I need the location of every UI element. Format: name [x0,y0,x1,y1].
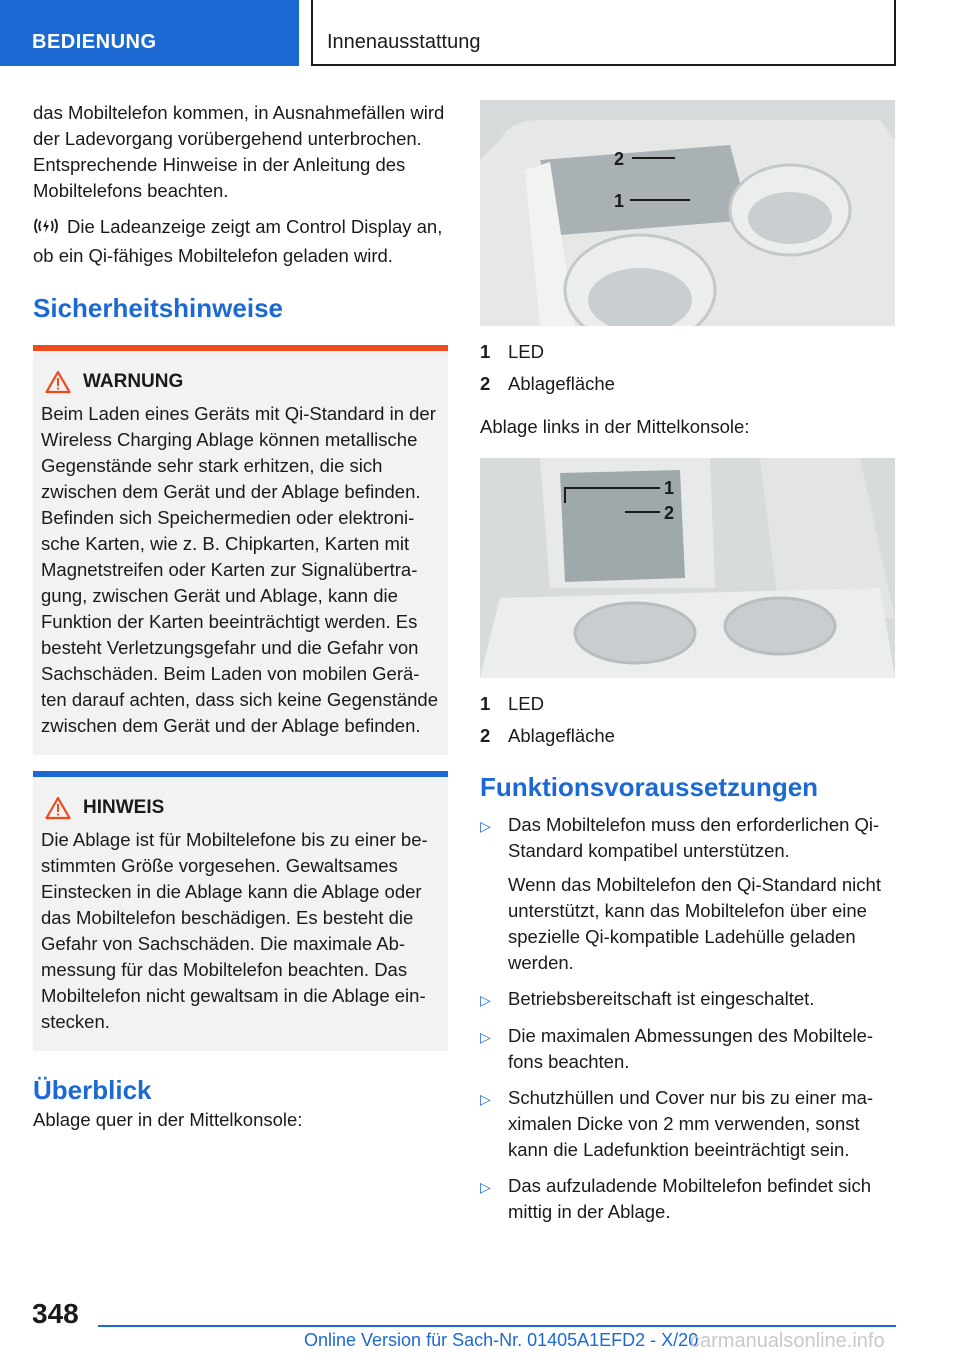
legend-1 [480,336,900,400]
photo1-callout-2: 2 [614,149,625,169]
triangle-bullet-icon: ▷ [480,1091,491,1107]
charging-signal-icon [33,216,59,243]
list-item: ▷ Das Mobiltelefon muss den erforderlichen Qi-Standard kompatibel unterstützen. [480,812,900,864]
warning-triangle-icon [45,796,71,820]
photo2-callout-1: 1 [664,478,675,498]
footer-rule [98,1325,896,1327]
triangle-bullet-icon: ▷ [480,1029,491,1045]
requirements-list [480,812,900,1225]
warning-box [33,345,448,755]
legend-item: 1 LED [480,693,544,714]
triangle-bullet-icon: ▷ [480,1179,491,1195]
console-photo-transverse [480,100,895,326]
page-title: Innenausstattung [311,0,896,66]
warning-text: Beim Laden eines Geräts mit Qi-Standard in der Wireless Charging Ablage können metallische Gegenstände sehr stark erhitzen, die sich zwischen dem Gerät und der Ablage befinden. Befinden sich Speichermedien oder elektronische Karten, wie z. B. Chipkarten, Karten mit Magnetstreifen oder Karten zur Signalübertragung, zwischen Gerät und Ablage, kann die Funktion der Karten beeinträchtigt werden. Es besteht Verletzungsgefahr und die Gefahr von Sachschäden. Beim Laden von mobilen Geräten darauf achten, dass sich keine Gegenstände zwischen dem Gerät und der Ablage befinden. [41,403,438,736]
list-item-subtext: Wenn das Mobiltelefon den Qi-Standard nicht unterstützt, kann das Mobiltelefon über eine spezielle Qi-kompatible Ladehülle geladen werden. [508,874,881,973]
display-note: Die Ladeanzeige zeigt am Control Display an, ob ein Qi-fähiges Mobiltelefon geladen wird. [33,216,443,266]
overview-text: Ablage quer in der Mittelkonsole: [33,1109,303,1130]
list-item: ▷ Schutzhüllen und Cover nur bis zu einer maximalen Dicke von 2 mm verwenden, sonst kann die Ladefunktion beeinträchtigt sein. [480,1085,900,1163]
requirements-heading: Funktionsvoraussetzungen [480,772,819,802]
safety-heading: Sicherheitshinweise [33,293,283,323]
warning-triangle-icon [45,370,71,394]
legend-item: 2 Ablagefläche [480,373,615,394]
warning-title: WARNUNG [45,369,438,395]
console-photo-left [480,458,895,678]
left-column [33,100,448,1133]
notice-box [33,771,448,1051]
notice-text: Die Ablage ist für Mobiltelefone bis zu einer bestimmten Größe vorgesehen. Gewaltsames Einstecken in die Ablage kann die Ablage oder das Mobiltelefon beschädigen. Es besteht die Gefahr von Sachschäden. Die maximale Abmessung für das Mobiltelefon beachten. Das Mobiltelefon nicht gewaltsam in die Ablage einstecken. [41,829,428,1032]
photo2-callout-2: 2 [664,503,675,523]
page-number: 348 [32,1298,79,1329]
watermark: carmanualsonline.info [690,1330,885,1352]
notice-title: HINWEIS [45,795,438,821]
list-item: ▷ Betriebsbereitschaft ist eingeschaltet. [480,986,900,1013]
list-item: ▷ Das aufzuladende Mobiltelefon befindet sich mittig in der Ablage. [480,1173,900,1225]
triangle-bullet-icon: ▷ [480,818,491,834]
legend-2 [480,688,900,752]
intro-paragraph: das Mobiltelefon kommen, in Ausnahmefällen wird der Ladevorgang vorübergehend unterbrochen. Entsprechende Hinweise in der Anleitung des Mobiltelefons beachten. [33,102,445,201]
footer-online-version: Online Version für Sach-Nr. 01405A1EFD2 - X/20 [304,1330,699,1350]
section-tab: BEDIENUNG [0,0,299,66]
left-console-text: Ablage links in der Mittelkonsole: [480,416,750,437]
legend-item: 2 Ablagefläche [480,725,615,746]
overview-heading: Überblick [33,1075,152,1105]
triangle-bullet-icon: ▷ [480,992,491,1008]
right-column [480,100,900,1225]
list-item: ▷ Die maximalen Abmessungen des Mobiltelefons beachten. [480,1023,900,1075]
photo1-callout-1: 1 [614,191,625,211]
legend-item: 1 LED [480,341,544,362]
